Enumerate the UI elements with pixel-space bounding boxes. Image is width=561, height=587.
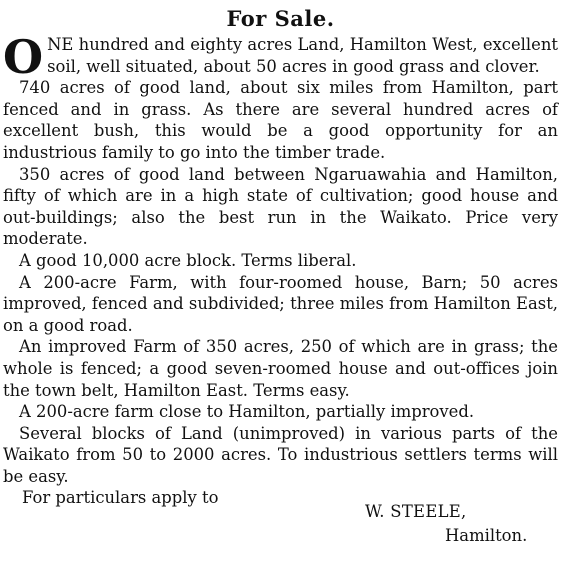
ad-paragraph: A 200-acre Farm, with four-roomed house, Barn; 50 acres improved, fenced and subdivided; three miles from Hamilton East, on a good road.	[3, 272, 558, 335]
signature-name: W. STEELE,	[365, 502, 467, 522]
ad-paragraph: 740 acres of good land, about six miles from Hamilton, part fenced and in grass. As there are several hundred acres of excellent bush, this would be a good opportunity for an industrious family to go into the timber trade.	[3, 78, 558, 162]
ad-paragraph: 350 acres of good land between Ngaruawahia and Hamilton, fifty of which are in a high state of cultivation; good house and out-buildings; also the best run in the Waikato. Price very moderate.	[3, 164, 558, 249]
first-paragraph-text: NE hundred and eighty acres Land, Hamilton West, excellent soil, well situated, about 50 acres in good grass and clover.	[47, 35, 558, 76]
ad-paragraph: A 200-acre farm close to Hamilton, partially improved.	[19, 402, 475, 422]
ad-paragraph: Several blocks of Land (unimproved) in various parts of the Waikato from 50 to 2000 acres. To industrious settlers terms will be easy.	[3, 423, 558, 486]
ad-paragraph: An improved Farm of 350 acres, 250 of which are in grass; the whole is fenced; a good seven-roomed house and out-offices join the town belt, Hamilton East. Terms easy.	[3, 337, 558, 400]
signature-place: Hamilton.	[445, 526, 528, 546]
closing-line: For particulars apply to	[22, 488, 219, 508]
ad-heading: For Sale.	[226, 6, 335, 31]
ad-first-paragraph	[3, 30, 558, 84]
ad-paragraph: A good 10,000 acre block. Terms liberal.	[19, 250, 357, 270]
signature-block	[3, 487, 558, 547]
drop-cap: O	[3, 30, 44, 84]
